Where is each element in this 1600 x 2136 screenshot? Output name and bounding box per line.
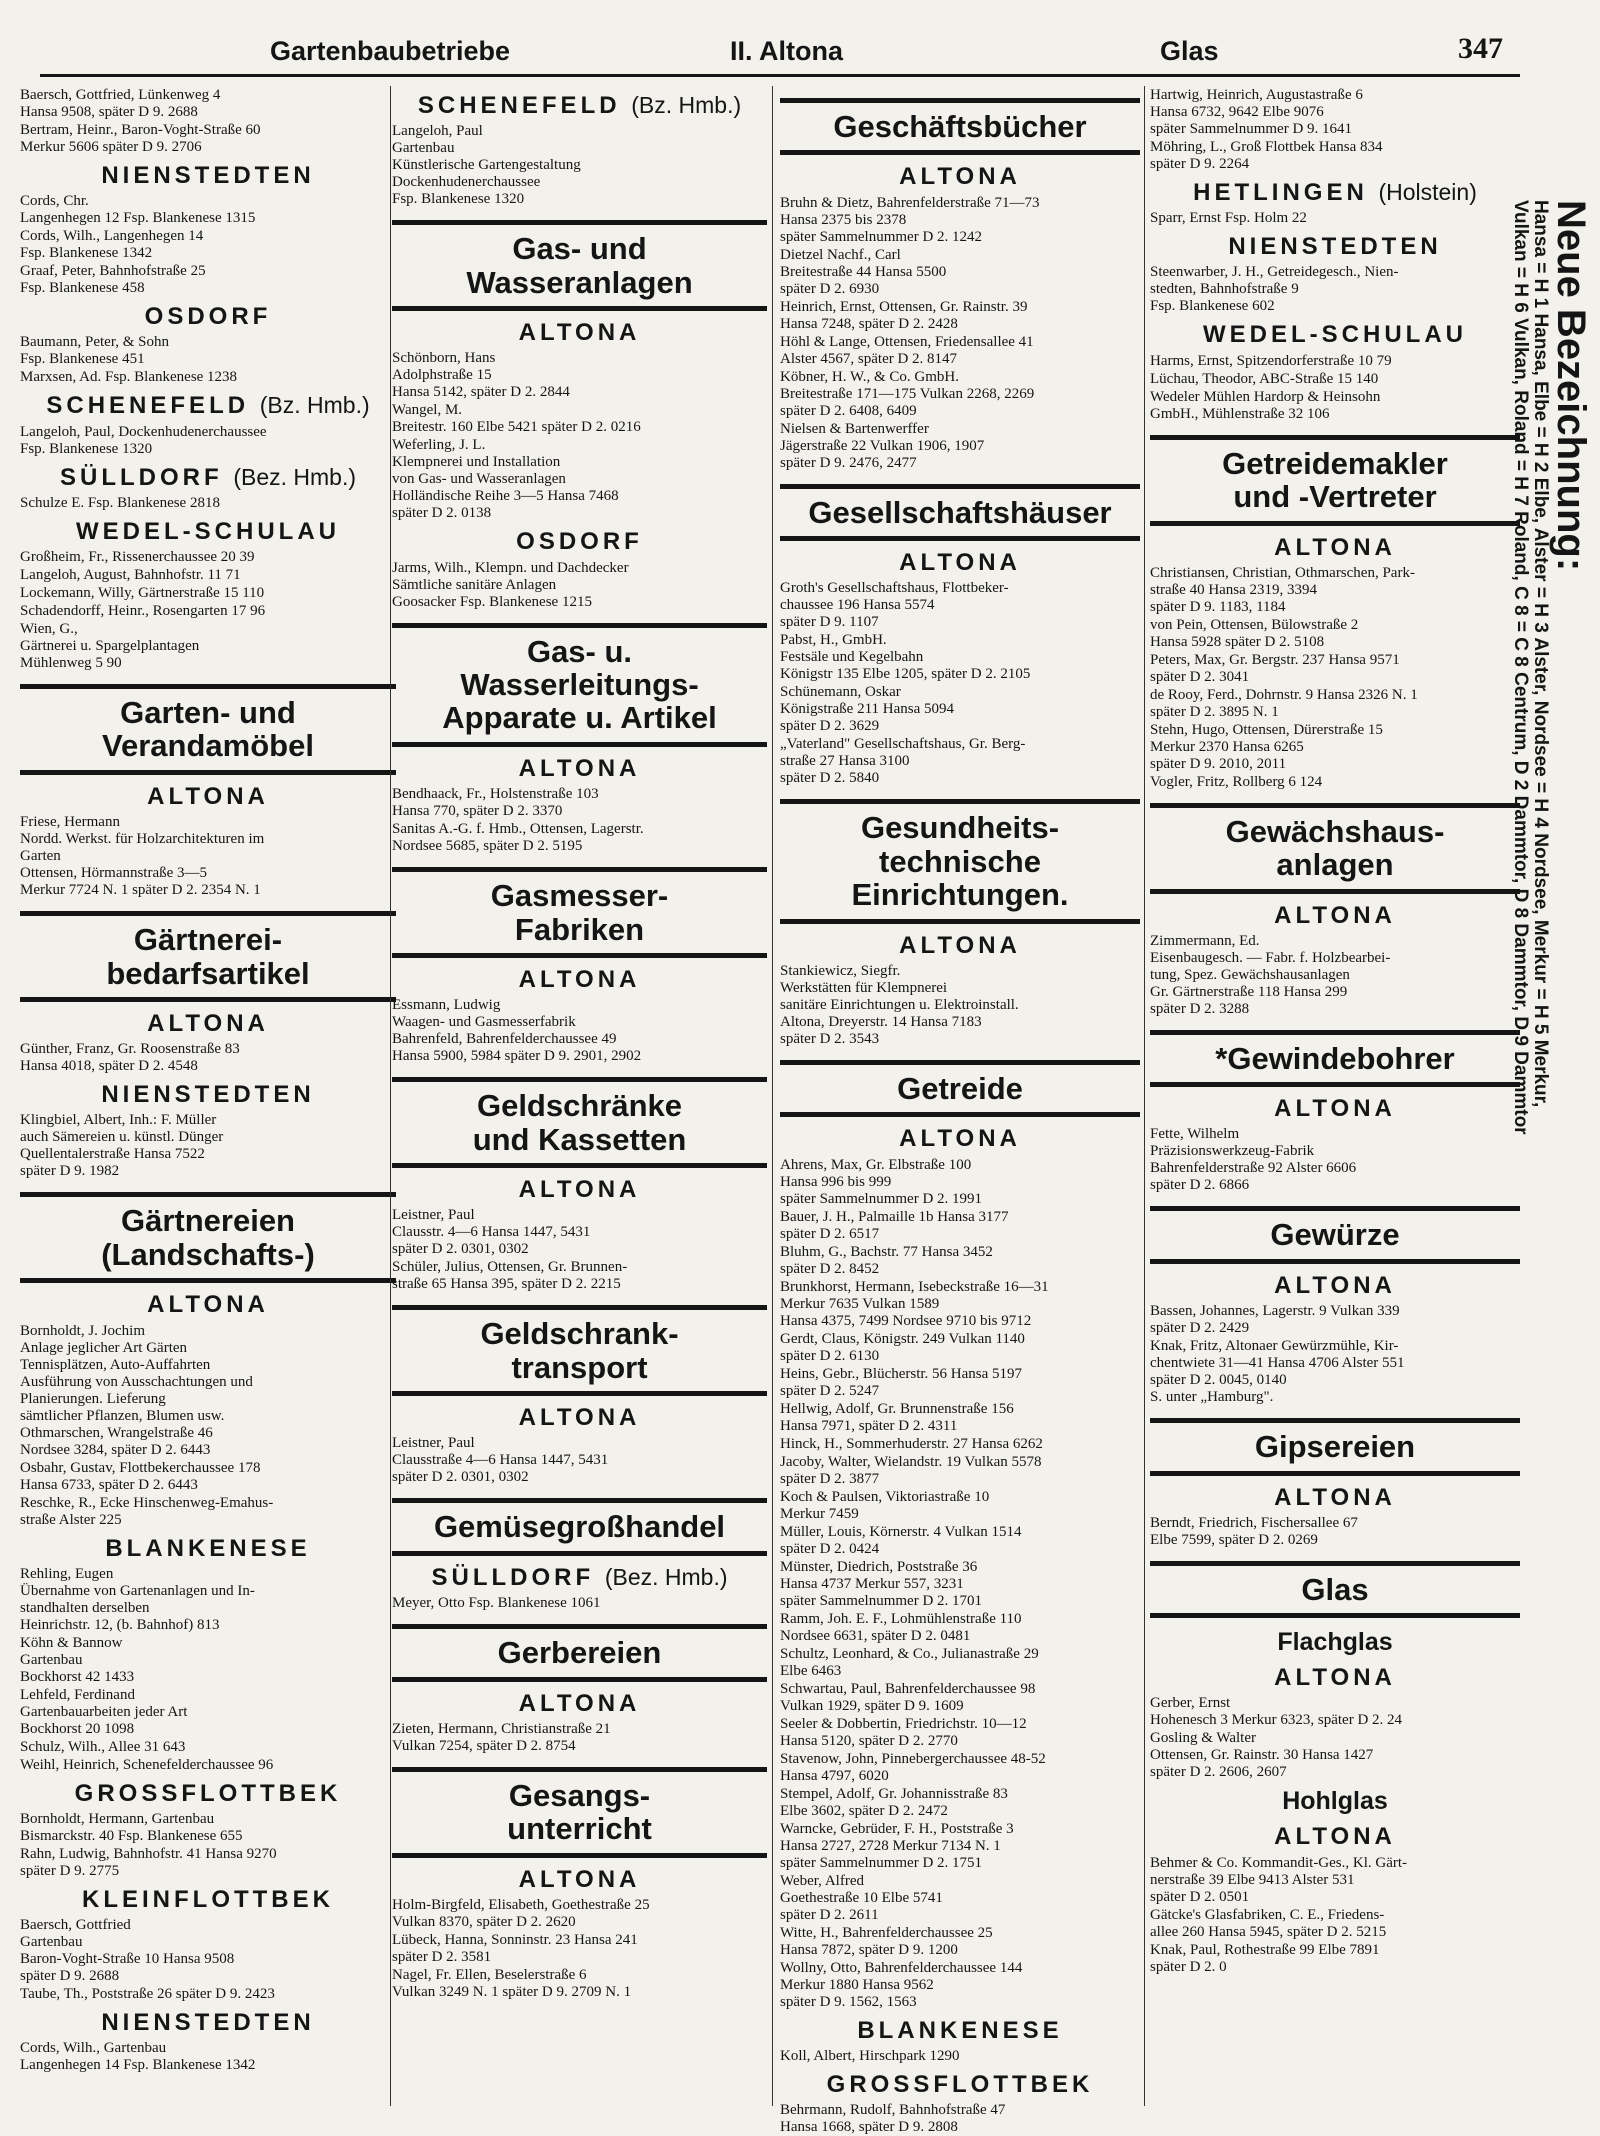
category-heading: Getreidemakler und -Vertreter [1150, 435, 1520, 526]
place-name: ALTONA [1274, 1095, 1396, 1123]
category-heading: Gesundheits- technische Einrichtungen. [780, 799, 1140, 923]
subcategory-heading: Flachglas [1277, 1628, 1393, 1657]
directory-entry: Wangel, M. Breitestr. 160 Elbe 5421 später D 2. 0216 [392, 402, 641, 436]
directory-entry: Graaf, Peter, Bahnhofstraße 25 Fsp. Blankenese 458 [20, 263, 206, 297]
sidebar-title: Neue Bezeichnung: [1549, 200, 1593, 572]
directory-entry: Berndt, Friedrich, Fischersallee 67 Elbe 7599, später D 2. 0269 [1150, 1514, 1358, 1548]
place-heading [20, 304, 396, 329]
directory-entry: Meyer, Otto Fsp. Blankenese 1061 [392, 1595, 601, 1612]
directory-entry: Taube, Th., Poststraße 26 später D 9. 2423 [20, 1986, 275, 2003]
directory-entry: Ahrens, Max, Gr. Elbstraße 100 Hansa 996 bis 999 später Sammelnummer D 2. 1991 [780, 1156, 983, 1207]
place-name: ALTONA [1274, 901, 1396, 929]
directory-entry: Langeloh, Paul Gartenbau Künstlerische Gartengestaltung Dockenhudenerchaussee Fsp. Blankenese 1320 [392, 123, 581, 208]
place-name: HETLINGEN [1193, 179, 1368, 206]
sidebar-line-2: Vulkan = H 6 Vulkan, Roland = H 7 Roland, C 8 = C 8 Centrum, D 2 Dammtor, D 8 Dammtor, D 9 Dammtor [1510, 200, 1531, 1135]
category-heading: Gesangs- unterricht [392, 1767, 767, 1858]
directory-entry: Brunkhorst, Hermann, Isebeckstraße 16—31 Merkur 7635 Vulkan 1589 Hansa 4375, 7499 Nordsee 9710 bis 9712 [780, 1278, 1049, 1329]
place-name: GROSSFLOTTBEK [826, 2070, 1094, 2098]
directory-entry: Schwartau, Paul, Bahrenfelderchaussee 98 Vulkan 1929, später D 9. 1609 [780, 1680, 1036, 1714]
category-heading: Gas- und Wasseranlagen [392, 220, 767, 311]
category-heading: Gewürze [1150, 1206, 1520, 1263]
directory-entry: Koll, Albert, Hirschpark 1290 [780, 2047, 960, 2064]
directory-entry: Bendhaack, Fr., Holstenstraße 103 Hansa 770, später D 2. 3370 [392, 786, 599, 820]
place-heading [20, 1781, 396, 1806]
directory-entry: Gosling & Walter Ottensen, Gr. Rainstr. 30 Hansa 1427 später D 2. 2606, 2607 [1150, 1730, 1374, 1781]
directory-entry: Bluhm, G., Bachstr. 77 Hansa 3452 später D 2. 8452 [780, 1243, 993, 1277]
category-heading: Gas- u. Wasserleitungs- Apparate u. Artikel [392, 623, 767, 747]
directory-entry: Baumann, Peter, & Sohn Fsp. Blankenese 451 [20, 334, 169, 368]
place-name: NIENSTEDTEN [101, 2009, 315, 2037]
column-4 [1150, 86, 1520, 2106]
directory-entry: Behrmann, Rudolf, Bahnhofstraße 47 Hansa 1668, später D 9. 2808 [780, 2101, 1006, 2135]
directory-entry: Peters, Max, Gr. Bergstr. 237 Hansa 9571 später D 2. 3041 [1150, 651, 1400, 685]
category-heading: Gewächshaus- anlagen [1150, 803, 1520, 894]
place-qualifier: (Bez. Hmb.) [233, 463, 356, 490]
directory-entry: Leistner, Paul Clausstr. 4—6 Hansa 1447, 5431 später D 2. 0301, 0302 [392, 1207, 591, 1258]
directory-entry: Lüchau, Theodor, ABC-Straße 15 140 [1150, 370, 1379, 387]
directory-entry: Heinrich, Ernst, Ottensen, Gr. Rainstr. 39 Hansa 7248, später D 2. 2428 [780, 298, 1028, 332]
directory-entry: Seeler & Dobbertin, Friedrichstr. 10—12 Hansa 5120, später D 2. 2770 [780, 1715, 1027, 1749]
place-name: ALTONA [518, 1689, 641, 1717]
directory-entry: Knak, Paul, Rothestraße 99 Elbe 7891 später D 2. 0 [1150, 1941, 1380, 1975]
sidebar-line-1: Hansa = H 1 Hansa, Elbe = H 2 Elbe, Alster = H 3 Alster, Nordsee = H 4 Nordsee, Merkur = H 5 Merkur, [1530, 200, 1551, 1108]
place-qualifier: (Bz. Hmb.) [631, 92, 742, 118]
directory-entry: Günther, Franz, Gr. Roosenstraße 83 Hansa 4018, später D 2. 4548 [20, 1041, 240, 1075]
directory-entry: Zieten, Hermann, Christianstraße 21 Vulkan 7254, später D 2. 8754 [392, 1720, 611, 1754]
category-heading: Gipsereien [1150, 1418, 1520, 1475]
directory-entry: Nielsen & Bartenwerffer Jägerstraße 22 Vulkan 1906, 1907 später D 9. 2476, 2477 [780, 420, 985, 471]
place-name: OSDORF [144, 303, 272, 331]
place-heading [780, 164, 1140, 189]
place-name: NIENSTEDTEN [1228, 233, 1442, 261]
place-qualifier: (Bez. Hmb.) [604, 1563, 728, 1590]
page-header [40, 30, 1520, 76]
directory-entry: Ramm, Joh. E. F., Lohmühlenstraße 110 Nordsee 6631, später D 2. 0481 [780, 1610, 1022, 1644]
directory-entry: Weferling, J. L. Klempnerei und Installation von Gas- und Wasseranlagen Holländische Reihe 3—5 Hansa 7468 später D 2. 0138 [392, 437, 619, 522]
place-name: NIENSTEDTEN [101, 1081, 315, 1109]
category-heading: Geschäftsbücher [780, 98, 1140, 155]
place-name: ALTONA [1274, 1271, 1396, 1299]
page-number: 347 [1458, 32, 1503, 65]
place-heading [392, 320, 767, 345]
place-name: SCHENEFELD [46, 392, 250, 420]
directory-entry: Schüler, Julius, Ottensen, Gr. Brunnen- straße 65 Hansa 395, später D 2. 2215 [392, 1259, 628, 1293]
place-heading [1150, 903, 1520, 928]
place-heading [1150, 535, 1520, 560]
directory-entry: Gerdt, Claus, Königstr. 249 Vulkan 1140 später D 2. 6130 [780, 1330, 1025, 1364]
directory-entry: Lehfeld, Ferdinand Gartenbauarbeiten jeder Art Bockhorst 20 1098 [20, 1686, 188, 1737]
place-name: BLANKENESE [105, 1534, 311, 1562]
directory-entry: Witte, H., Bahrenfelderchaussee 25 Hansa 7872, später D 9. 1200 [780, 1924, 993, 1958]
place-heading [780, 2018, 1140, 2043]
directory-entry: Höhl & Lange, Ottensen, Friedensallee 41 Alster 4567, später D 2. 8147 [780, 333, 1034, 367]
directory-entry: Baersch, Gottfried, Lünkenweg 4 Hansa 9508, später D 9. 2688 [20, 87, 221, 120]
directory-entry: Christiansen, Christian, Othmarschen, Park- straße 40 Hansa 2319, 3394 später D 9. 1183, 1184 [1150, 564, 1415, 615]
place-name: SÜLLDORF [431, 1563, 595, 1591]
place-name: KLEINFLOTTBEK [82, 1885, 334, 1913]
directory-entry: Osbahr, Gustav, Flottbekerchaussee 178 Hansa 6733, später D 2. 6443 [20, 1459, 261, 1493]
place-qualifier: (Bz. Hmb.) [259, 392, 370, 419]
place-heading [392, 1177, 767, 1202]
place-heading [392, 1867, 767, 1892]
place-name: ALTONA [147, 1010, 269, 1037]
directory-entry: Bornholdt, J. Jochim Anlage jeglicher Art Gärten Tennisplätzen, Auto-Auffahrten Ausführung von Ausschachtungen und Planierungen. Lieferung sämtlicher Pflanzen, Blumen usw. Othmarschen, Wrangelstraße 46 Nordsee 3284, später D 2. 6443 [20, 1322, 253, 1458]
directory-entry: Lockemann, Willy, Gärtnerstraße 15 110 [20, 584, 265, 601]
directory-entry: Köbner, H. W., & Co. GmbH. Breitestraße 171—175 Vulkan 2268, 2269 später D 2. 6408, 6409 [780, 368, 1035, 419]
directory-entry: Harms, Ernst, Spitzendorferstraße 10 79 [1150, 352, 1392, 369]
subcategory-heading: Hohlglas [1282, 1787, 1388, 1816]
place-heading [20, 2010, 396, 2035]
directory-entry: Sparr, Ernst Fsp. Holm 22 [1150, 210, 1307, 227]
place-heading [20, 784, 396, 809]
directory-entry: Sanitas A.-G. f. Hmb., Ottensen, Lagerstr. Nordsee 5685, später D 2. 5195 [392, 821, 644, 855]
directory-entry: Großheim, Fr., Rissenerchaussee 20 39 [20, 548, 255, 565]
category-heading: Gemüsegroßhandel [392, 1498, 767, 1555]
place-heading [20, 519, 396, 544]
directory-entry: Jarms, Wilh., Klempn. und Dachdecker Sämtliche sanitäre Anlagen Goosacker Fsp. Blankenese 1215 [392, 559, 629, 610]
place-heading [780, 933, 1140, 958]
directory-entry: Reschke, R., Ecke Hinschenweg-Emahus- straße Alster 225 [20, 1494, 274, 1528]
directory-entry: Zimmermann, Ed. Eisenbaugesch. — Fabr. f. Holzbearbei- tung, Spez. Gewächshausanlagen Gr. Gärtnerstraße 118 Hansa 299 später D 2. 3288 [1150, 932, 1391, 1017]
directory-entry: Gätcke's Glasfabriken, C. E., Friedens- allee 260 Hansa 5945, später D 2. 5215 [1150, 1906, 1387, 1940]
directory-entry: Schönborn, Hans Adolphstraße 15 Hansa 5142, später D 2. 2844 [392, 350, 570, 401]
running-head-center: II. Altona [730, 36, 843, 66]
place-name: GROSSFLOTTBEK [74, 1779, 342, 1807]
place-heading [20, 1082, 396, 1107]
directory-entry: Cords, Wilh., Langenhegen 14 Fsp. Blankenese 1342 [20, 228, 204, 262]
place-heading [1150, 322, 1520, 347]
directory-entry: Cords, Chr. Langenhegen 12 Fsp. Blankenese 1315 [20, 193, 256, 227]
directory-entry: Langeloh, Paul, Dockenhudenerchaussee Fsp. Blankenese 1320 [20, 423, 267, 457]
place-name: ALTONA [1274, 1823, 1396, 1851]
place-name: ALTONA [899, 1125, 1021, 1153]
directory-entry: Rehling, Eugen Übernahme von Gartenanlagen und In- standhalten derselben Heinrichstr. 12, (b. Bahnhof) 813 [20, 1565, 255, 1633]
directory-entry: Friese, Hermann Nordd. Werkst. für Holzarchitekturen im Garten Ottensen, Hörmannstraße 3—5 Merkur 7724 N. 1 später D 2. 2354 N. 1 [20, 814, 265, 899]
column-divider [772, 86, 773, 2106]
place-name: SÜLLDORF [59, 463, 223, 491]
place-name: ALTONA [518, 1176, 641, 1204]
place-heading [392, 756, 767, 781]
place-heading [20, 465, 396, 490]
directory-entry: Bruhn & Dietz, Bahrenfelderstraße 71—73 Hansa 2375 bis 2378 später Sammelnummer D 2. 1242 [780, 194, 1040, 245]
category-heading: Gesellschaftshäuser [780, 484, 1140, 541]
directory-entry: Holm-Birgfeld, Elisabeth, Goethestraße 25 Vulkan 8370, später D 2. 2620 [392, 1896, 650, 1930]
place-name: ALTONA [1274, 1664, 1396, 1692]
sidebar-notice [1510, 200, 1593, 1940]
running-head-right: Glas [1160, 36, 1219, 66]
directory-entry: Marxsen, Ad. Fsp. Blankenese 1238 [20, 369, 238, 386]
running-head-left: Gartenbaubetriebe [270, 36, 511, 66]
directory-entry: Hellwig, Adolf, Gr. Brunnenstraße 156 Hansa 7971, später D 2. 4311 [780, 1400, 1014, 1434]
directory-entry: de Rooy, Ferd., Dohrnstr. 9 Hansa 2326 N. 1 später D 2. 3895 N. 1 [1150, 686, 1418, 720]
directory-entry: Klingbiel, Albert, Inh.: F. Müller auch Sämereien u. künstl. Dünger Quellentalerstraße Hansa 7522 später D 9. 1982 [20, 1112, 224, 1180]
directory-entry: Müller, Louis, Körnerstr. 4 Vulkan 1514 später D 2. 0424 [780, 1523, 1022, 1557]
directory-entry: Weber, Alfred Goethestraße 10 Elbe 5741 später D 2. 2611 [780, 1872, 943, 1923]
place-name: ALTONA [899, 163, 1021, 191]
directory-entry: Vogler, Fritz, Rollberg 6 124 [1150, 773, 1323, 790]
directory-entry: Hinck, H., Sommerhuderstr. 27 Hansa 6262 [780, 1435, 1043, 1452]
directory-entry: Schulze E. Fsp. Blankenese 2818 [20, 494, 220, 511]
column-3 [780, 86, 1140, 2135]
directory-entry: Bauer, J. H., Palmaille 1b Hansa 3177 später D 2. 6517 [780, 1208, 1009, 1242]
place-heading [780, 1126, 1140, 1151]
category-heading: Getreide [780, 1060, 1140, 1117]
place-name: ALTONA [518, 1404, 641, 1432]
place-heading [392, 1691, 767, 1716]
place-heading [20, 1011, 396, 1036]
place-heading [20, 1887, 396, 1912]
category-heading: Gerbereien [392, 1624, 767, 1681]
category-heading: Gärtnereien (Landschafts-) [20, 1192, 396, 1283]
directory-entry: Bassen, Johannes, Lagerstr. 9 Vulkan 339 später D 2. 2429 [1150, 1303, 1400, 1337]
place-name: NIENSTEDTEN [101, 162, 315, 189]
directory-entry: Lübeck, Hanna, Sonninstr. 23 Hansa 241 später D 2. 3581 [392, 1931, 638, 1965]
directory-entry: Schünemann, Oskar Königstraße 211 Hansa 5094 später D 2. 3629 [780, 684, 954, 735]
place-name: ALTONA [518, 966, 641, 994]
directory-entry: Koch & Paulsen, Viktoriastraße 10 Merkur 7459 [780, 1488, 990, 1522]
directory-entry: Schadendorff, Heinr., Rosengarten 17 96 [20, 602, 266, 619]
column-divider [1144, 86, 1145, 2106]
place-heading [1150, 1665, 1520, 1690]
column-divider [390, 86, 391, 2106]
directory-entry: Langeloh, August, Bahnhofstr. 11 71 [20, 566, 241, 583]
directory-entry: Köhn & Bannow Gartenbau Bockhorst 42 1433 [20, 1634, 135, 1685]
place-name: ALTONA [147, 782, 269, 810]
place-name: ALTONA [899, 549, 1021, 577]
directory-entry: Groth's Gesellschaftshaus, Flottbeker- chaussee 196 Hansa 5574 später D 9. 1107 [780, 580, 1009, 631]
directory-entry: Dietzel Nachf., Carl Breitestraße 44 Hansa 5500 später D 2. 6930 [780, 246, 947, 297]
directory-entry: Münster, Diedrich, Poststraße 36 Hansa 4737 Merkur 557, 3231 später Sammelnummer D 2. 1701 [780, 1558, 983, 1609]
directory-entry: Stempel, Adolf, Gr. Johannisstraße 83 Elbe 3602, später D 2. 2472 [780, 1785, 1008, 1819]
directory-entry: von Pein, Ottensen, Bülowstraße 2 Hansa 5928 später D 2. 5108 [1150, 616, 1359, 650]
directory-entry: Gerber, Ernst Hohenesch 3 Merkur 6323, später D 2. 24 [1150, 1695, 1403, 1729]
directory-entry: „Vaterland" Gesellschaftshaus, Gr. Berg- straße 27 Hansa 3100 später D 2. 5840 [780, 736, 1026, 787]
place-heading [780, 550, 1140, 575]
column-1 [20, 86, 396, 2106]
place-heading [20, 163, 396, 188]
place-heading [1150, 1273, 1520, 1298]
category-heading: Gärtnerei- bedarfsartikel [20, 911, 396, 1002]
place-heading [392, 1405, 767, 1430]
place-name: ALTONA [147, 1291, 269, 1319]
place-name: ALTONA [518, 754, 641, 782]
directory-entry: Baersch, Gottfried Gartenbau Baron-Voght-Straße 10 Hansa 9508 später D 9. 2688 [20, 1917, 235, 1985]
place-qualifier: (Holstein) [1378, 179, 1477, 205]
place-name: WEDEL-SCHULAU [1203, 321, 1467, 349]
column-2 [392, 86, 767, 2106]
directory-entry: Bornholdt, Hermann, Gartenbau Bismarckstr. 40 Fsp. Blankenese 655 [20, 1810, 243, 1844]
place-name: ALTONA [899, 931, 1021, 959]
place-name: ALTONA [1274, 1483, 1396, 1511]
place-heading [392, 967, 767, 992]
directory-entry: Stehn, Hugo, Ottensen, Dürerstraße 15 Merkur 2370 Hansa 6265 später D 9. 2010, 2011 [1150, 721, 1383, 772]
directory-entry: Knak, Fritz, Altonaer Gewürzmühle, Kir- chentwiete 31—41 Hansa 4706 Alster 551 später D 2. 0045, 0140 S. unter „Hamburg". [1150, 1338, 1405, 1406]
place-name: OSDORF [516, 528, 643, 556]
place-heading [1150, 1096, 1520, 1121]
place-heading [392, 529, 767, 554]
directory-entry: Pabst, H., GmbH. Festsäle und Kegelbahn Königstr 135 Elbe 1205, später D 2. 2105 [780, 632, 1031, 683]
directory-entry: Bertram, Heinr., Baron-Voght-Straße 60 Merkur 5606 später D 9. 2706 [20, 122, 261, 155]
category-heading: *Gewindebohrer [1150, 1030, 1520, 1087]
place-name: ALTONA [518, 1865, 641, 1893]
directory-entry: Essmann, Ludwig Waagen- und Gasmesserfabrik Bahrenfeld, Bahrenfelderchaussee 49 Hansa 5900, 5984 später D 9. 2901, 2902 [392, 997, 642, 1065]
directory-entry: Leistner, Paul Clausstraße 4—6 Hansa 1447, 5431 später D 2. 0301, 0302 [392, 1435, 609, 1486]
directory-entry: Rahn, Ludwig, Bahnhofstr. 41 Hansa 9270 später D 9. 2775 [20, 1845, 277, 1879]
directory-entry: Behmer & Co. Kommandit-Ges., Kl. Gärt- nerstraße 39 Elbe 9413 Alster 531 später D 2. 0501 [1150, 1854, 1408, 1905]
header-rule [40, 74, 1520, 77]
directory-entry: Warncke, Gebrüder, F. H., Poststraße 3 Hansa 2727, 2728 Merkur 7134 N. 1 später Sammelnummer D 2. 1751 [780, 1820, 1014, 1871]
directory-entry: Steenwarber, J. H., Getreidegesch., Nien- stedten, Bahnhofstraße 9 Fsp. Blankenese 602 [1150, 264, 1399, 315]
directory-entry: Wedeler Mühlen Hardorp & Heinsohn GmbH., Mühlenstraße 32 106 [1150, 388, 1381, 422]
place-heading [1150, 234, 1520, 259]
place-heading [1150, 1824, 1520, 1849]
directory-entry: Stavenow, John, Pinnebergerchaussee 48-52 Hansa 4797, 6020 [780, 1750, 1046, 1784]
place-heading [20, 393, 396, 418]
place-name: SCHENEFELD [417, 92, 621, 119]
directory-entry: Cords, Wilh., Gartenbau Langenhegen 14 Fsp. Blankenese 1342 [20, 2040, 256, 2074]
place-heading [20, 1536, 396, 1561]
place-name: ALTONA [518, 319, 641, 347]
directory-entry: Fette, Wilhelm Präzisionswerkzeug-Fabrik Bahrenfelderstraße 92 Alster 6606 später D 2. 6866 [1150, 1126, 1357, 1194]
place-heading [1150, 1485, 1520, 1510]
directory-entry: Jacoby, Walter, Wielandstr. 19 Vulkan 5578 später D 2. 3877 [780, 1453, 1042, 1487]
place-heading [1150, 180, 1520, 205]
directory-entry: Wollny, Otto, Bahrenfelderchaussee 144 Merkur 1880 Hansa 9562 später D 9. 1562, 1563 [780, 1959, 1023, 2010]
category-heading: Geldschrank- transport [392, 1305, 767, 1396]
category-heading: Geldschränke und Kassetten [392, 1077, 767, 1168]
place-name: BLANKENESE [857, 2016, 1063, 2044]
directory-entry: Möhring, L., Groß Flottbek Hansa 834 später D 9. 2264 [1150, 139, 1383, 172]
directory-entry: Schulz, Wilh., Allee 31 643 [20, 1738, 186, 1755]
category-heading: Glas [1150, 1561, 1520, 1618]
directory-entry: Hartwig, Heinrich, Augustastraße 6 Hansa 6732, 9642 Elbe 9076 später Sammelnummer D 9. 1641 [1150, 87, 1363, 137]
place-name: WEDEL-SCHULAU [76, 517, 340, 545]
place-heading [392, 1565, 767, 1590]
directory-entry: Stankiewicz, Siegfr. Werkstätten für Klempnerei sanitäre Einrichtungen u. Elektroinstall. Altona, Dreyerstr. 14 Hansa 7183 später D 2. 3543 [780, 962, 1019, 1047]
place-heading [20, 1292, 396, 1317]
place-heading [780, 2072, 1140, 2097]
directory-entry: Weihl, Heinrich, Schenefelderchaussee 96 [20, 1756, 274, 1773]
directory-entry: Schultz, Leonhard, & Co., Julianastraße 29 Elbe 6463 [780, 1645, 1039, 1679]
category-heading: Gasmesser- Fabriken [392, 867, 767, 958]
category-heading: Garten- und Verandamöbel [20, 684, 396, 775]
directory-entry: Wien, G., Gärtnerei u. Spargelplantagen Mühlenweg 5 90 [20, 620, 200, 671]
directory-entry: Heins, Gebr., Blücherstr. 56 Hansa 5197 später D 2. 5247 [780, 1365, 1023, 1399]
place-name: ALTONA [1274, 533, 1396, 561]
place-heading [392, 93, 767, 118]
directory-entry: Nagel, Fr. Ellen, Beselerstraße 6 Vulkan 3249 N. 1 später D 9. 2709 N. 1 [392, 1966, 632, 2000]
